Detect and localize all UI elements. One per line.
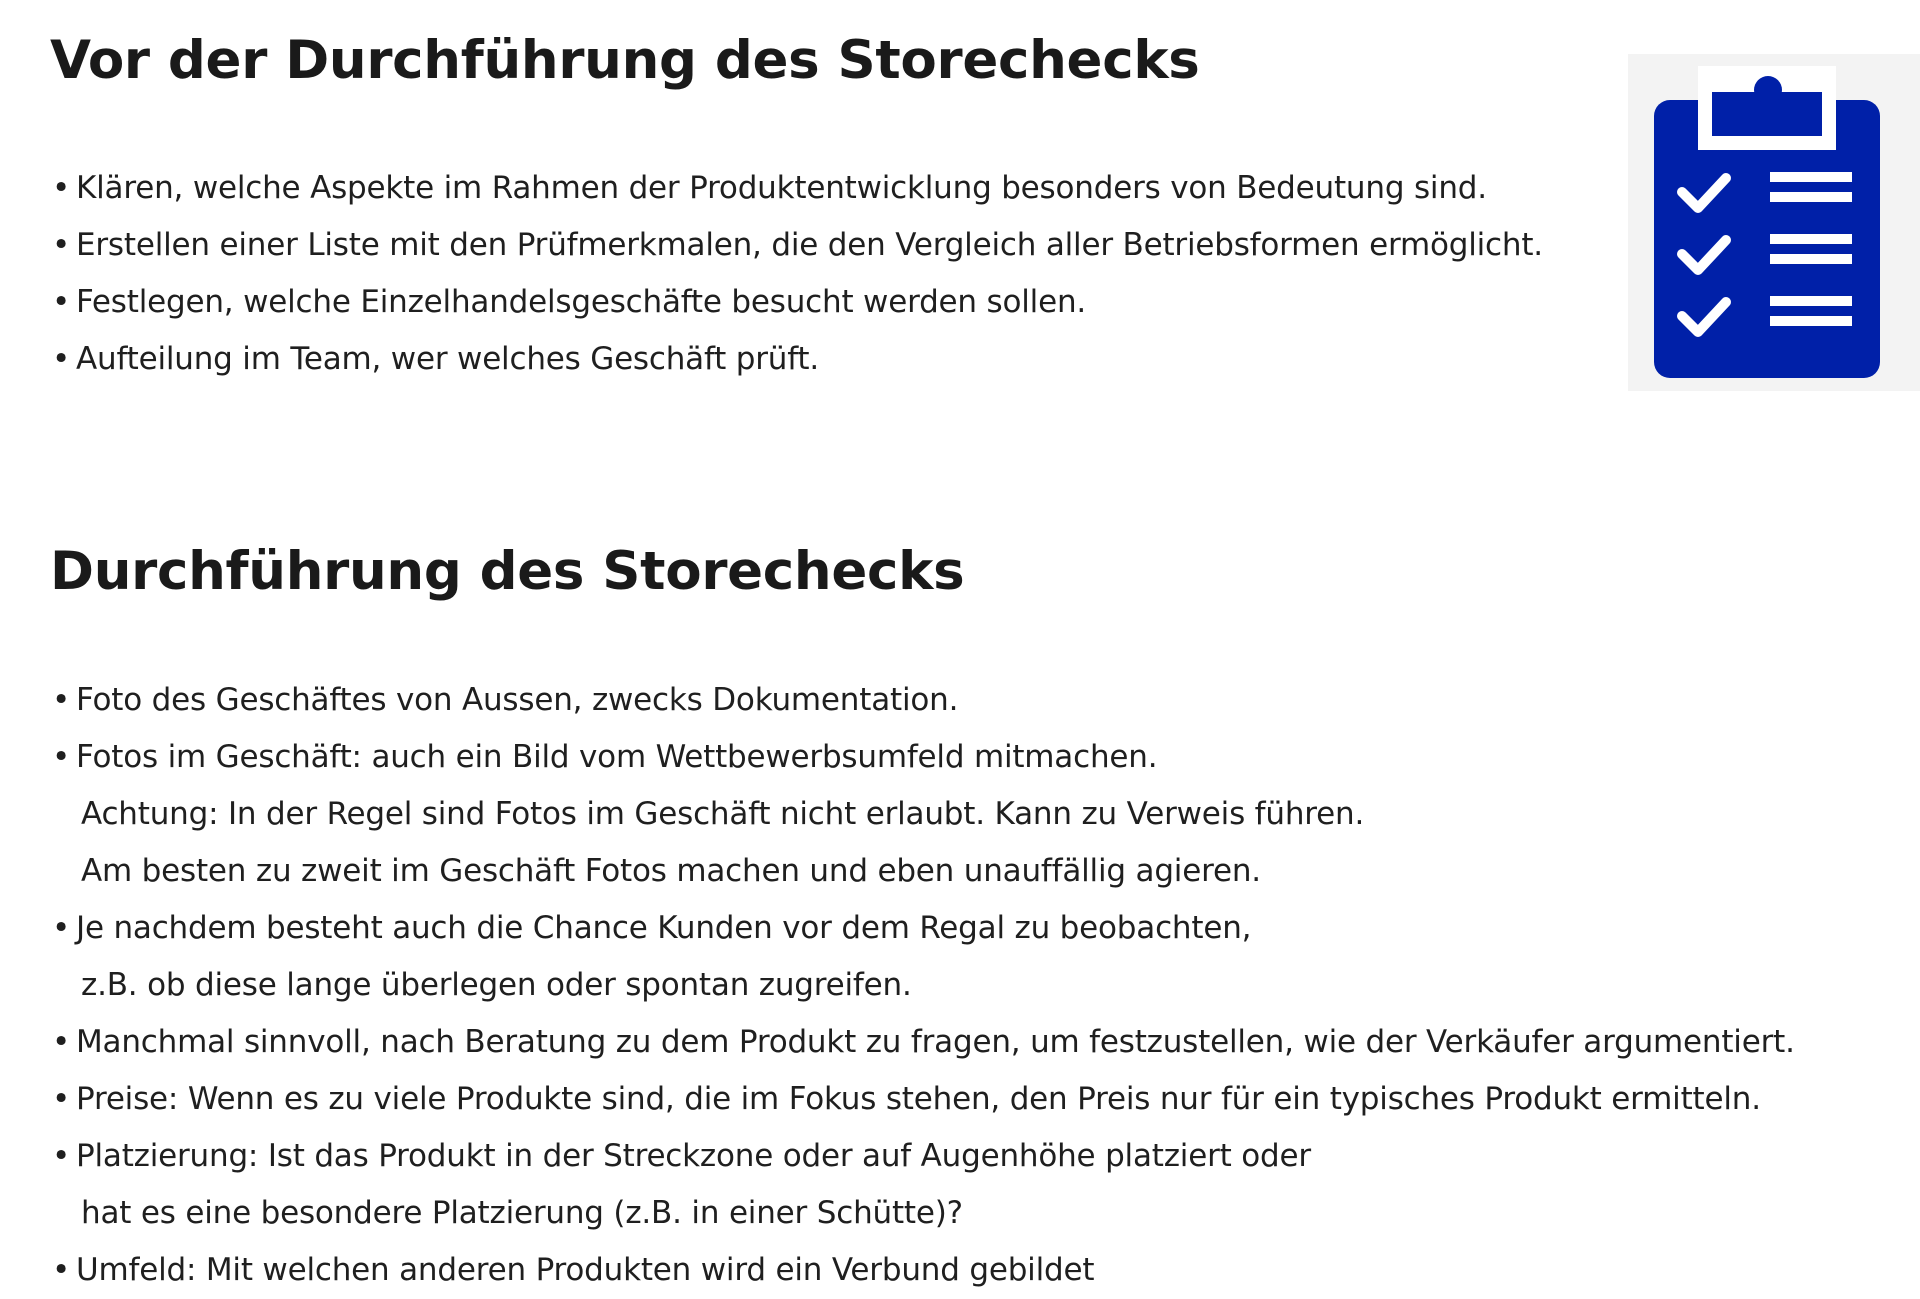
bullet-item: • Fotos im Geschäft: auch ein Bild vom Wettbewerbsumfeld mitmachen. <box>50 729 1795 786</box>
bullet-item: • Foto des Geschäftes von Aussen, zwecks Dokumentation. <box>50 672 1795 729</box>
bullet-item: • Aufteilung im Team, wer welches Geschäft prüft. <box>50 331 1543 388</box>
list-before-storecheck <box>50 160 1543 388</box>
bullet-item-continuation: Achtung: In der Regel sind Fotos im Geschäft nicht erlaubt. Kann zu Verweis führen. <box>81 796 1365 832</box>
list-storecheck-execution <box>50 672 1795 1299</box>
bullet-item: • Platzierung: Ist das Produkt in der Streckzone oder auf Augenhöhe platziert oder <box>50 1128 1795 1185</box>
heading-before-storecheck: Vor der Durchführung des Storechecks <box>50 30 1200 91</box>
clipboard-illustration <box>1628 54 1920 391</box>
bullet-item: • Erstellen einer Liste mit den Prüfmerkmalen, die den Vergleich aller Betriebsformen ermöglicht. <box>50 217 1543 274</box>
bullet-item: • Klären, welche Aspekte im Rahmen der Produktentwicklung besonders von Bedeutung sind. <box>50 160 1543 217</box>
bullet-item: • Umfeld: Mit welchen anderen Produkten wird ein Verbund gebildet <box>50 1242 1795 1299</box>
bullet-item-continuation: z.B. ob diese lange überlegen oder spontan zugreifen. <box>81 967 912 1003</box>
bullet-item-continuation: Am besten zu zweit im Geschäft Fotos machen und eben unauffällig agieren. <box>81 853 1261 889</box>
bullet-item: • Je nachdem besteht auch die Chance Kunden vor dem Regal zu beobachten, <box>50 900 1795 957</box>
heading-storecheck-execution: Durchführung des Storechecks <box>50 541 965 602</box>
bullet-item-continuation: hat es eine besondere Platzierung (z.B. in einer Schütte)? <box>81 1195 963 1231</box>
clipboard-checklist-icon <box>1652 66 1882 380</box>
bullet-item: • Preise: Wenn es zu viele Produkte sind, die im Fokus stehen, den Preis nur für ein typisches Produkt ermitteln. <box>50 1071 1795 1128</box>
bullet-item: • Manchmal sinnvoll, nach Beratung zu dem Produkt zu fragen, um festzustellen, wie der Verkäufer argumentiert. <box>50 1014 1795 1071</box>
bullet-item: • Festlegen, welche Einzelhandelsgeschäfte besucht werden sollen. <box>50 274 1543 331</box>
